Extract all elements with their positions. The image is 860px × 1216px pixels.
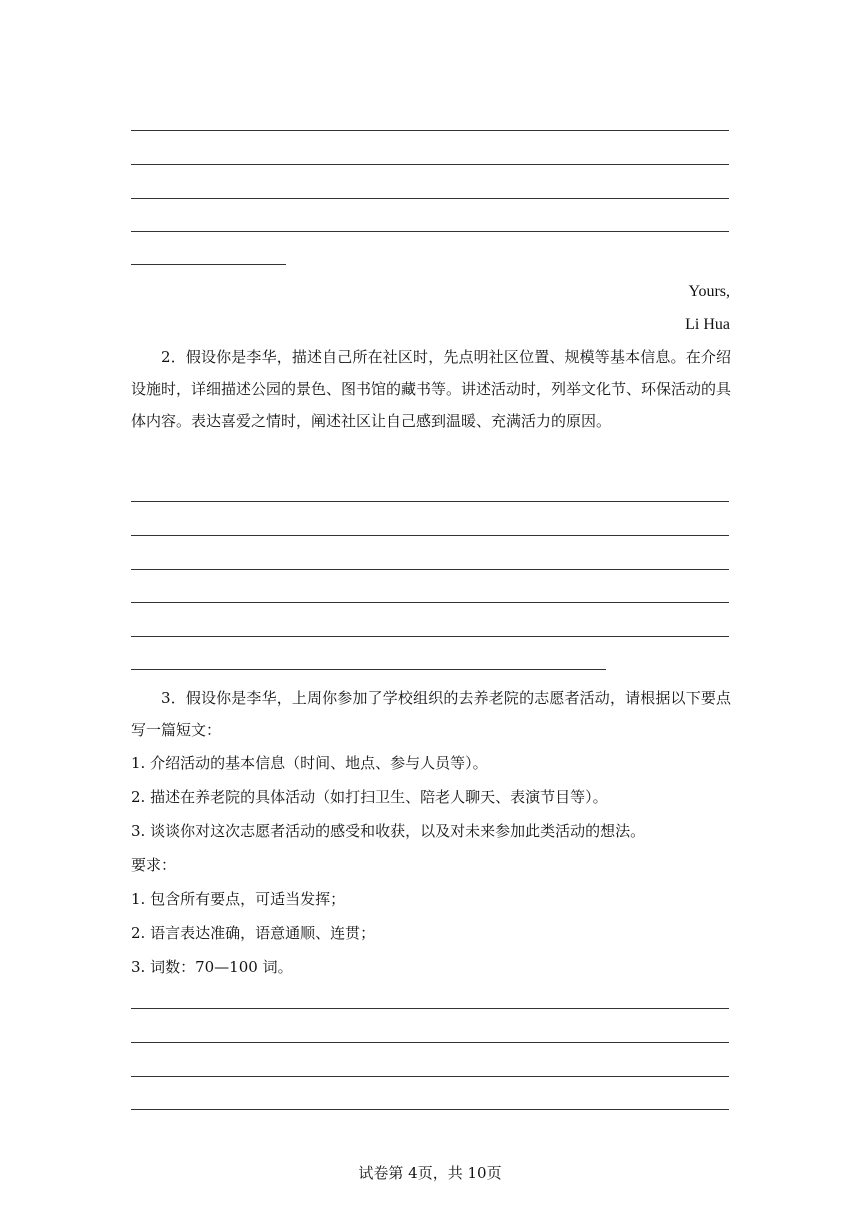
question-3-point: 3. 谈谈你对这次志愿者活动的感受和收获，以及对未来参加此类活动的想法。 — [131, 822, 646, 840]
answer-line[interactable] — [131, 231, 729, 232]
answer-line-short[interactable] — [131, 669, 606, 670]
page-footer: 试卷第 4页，共 10页 — [358, 1164, 502, 1182]
answer-line[interactable] — [131, 535, 729, 536]
letter-valediction: Yours, — [688, 283, 730, 300]
answer-line[interactable] — [131, 1076, 729, 1077]
question-2-prompt: 2．假设你是李华，描述自己所在社区时，先点明社区位置、规模等基本信息。在介绍设施时，详细描述公园的景色、图书馆的藏书等。讲述活动时，列举文化节、环保活动的具体内容。表达喜爱之情时，阐述社区让自己感到温暖、充满活力的原因。 — [131, 348, 732, 430]
requirement-item: 3. 词数：70—100 词。 — [131, 958, 293, 976]
requirement-item: 2. 语言表达准确，语意通顺、连贯； — [131, 924, 376, 942]
answer-line[interactable] — [131, 130, 729, 131]
question-3-point: 1. 介绍活动的基本信息（时间、地点、参与人员等）。 — [131, 754, 488, 772]
requirement-item: 1. 包含所有要点，可适当发挥； — [131, 890, 346, 908]
question-3-point: 2. 描述在养老院的具体活动（如打扫卫生、陪老人聊天、表演节目等）。 — [131, 788, 608, 806]
answer-line[interactable] — [131, 1109, 729, 1110]
answer-line[interactable] — [131, 1042, 729, 1043]
answer-line[interactable] — [131, 198, 729, 199]
answer-line-short[interactable] — [131, 264, 286, 265]
question-3-prompt: 3．假设你是李华，上周你参加了学校组织的去养老院的志愿者活动，请根据以下要点写一篇短文： — [131, 689, 731, 739]
answer-line[interactable] — [131, 164, 729, 165]
answer-line[interactable] — [131, 636, 729, 637]
answer-line[interactable] — [131, 602, 729, 603]
answer-line[interactable] — [131, 569, 729, 570]
answer-line[interactable] — [131, 501, 729, 502]
requirements-label: 要求： — [131, 856, 177, 874]
letter-signature: Li Hua — [685, 316, 730, 333]
answer-line[interactable] — [131, 1008, 729, 1009]
